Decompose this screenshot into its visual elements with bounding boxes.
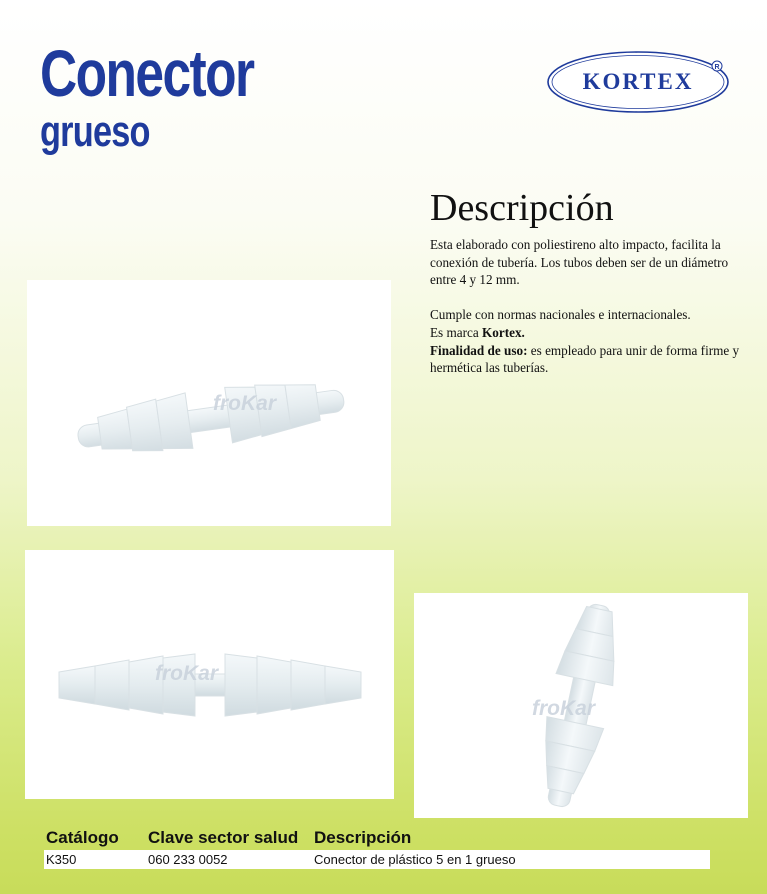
connector-image: [27, 280, 391, 526]
column-header-health-key: Clave sector salud: [148, 828, 299, 847]
description-body: [430, 236, 752, 377]
cell-description: Conector de plástico 5 en 1 grueso: [314, 852, 516, 867]
description-heading: Descripción: [430, 187, 614, 229]
product-photo-vertical: [414, 593, 748, 818]
product-photo-horizontal: [25, 550, 394, 799]
cell-catalog: K350: [46, 852, 77, 867]
column-header-catalog: Catálogo: [46, 828, 119, 847]
cell-health-key: 060 233 0052: [148, 852, 228, 867]
watermark-text: froKar: [155, 662, 219, 685]
svg-text:R: R: [714, 64, 720, 71]
table-header: [44, 826, 710, 848]
use-line: [430, 342, 752, 377]
use-label: Finalidad de uso:: [430, 342, 528, 358]
watermark-text: froKar: [532, 697, 596, 720]
table-row: [44, 850, 710, 869]
kortex-logo: [546, 48, 732, 114]
brand-line: Es marca Kortex.: [430, 324, 525, 340]
use-text: es empleado para unir de forma firme y hermética las tuberías.: [430, 342, 740, 376]
description-paragraph: Esta elaborado con poliestireno alto impacto, facilita la conexión de tubería. Los tubos deben ser de un diámetro entre 4 y 12 mm.: [430, 237, 729, 288]
brand-name-bold: Kortex.: [482, 324, 525, 340]
page-title: Conector: [40, 36, 254, 110]
column-header-description: Descripción: [314, 828, 412, 847]
page-subtitle: grueso: [40, 107, 150, 156]
standards-text: Cumple con normas nacionales e internacionales.: [430, 307, 691, 323]
watermark-text: froKar: [213, 392, 277, 415]
brand-name: KORTEX: [582, 69, 694, 94]
catalog-table: [44, 826, 710, 869]
product-photo-angled: [27, 280, 391, 526]
